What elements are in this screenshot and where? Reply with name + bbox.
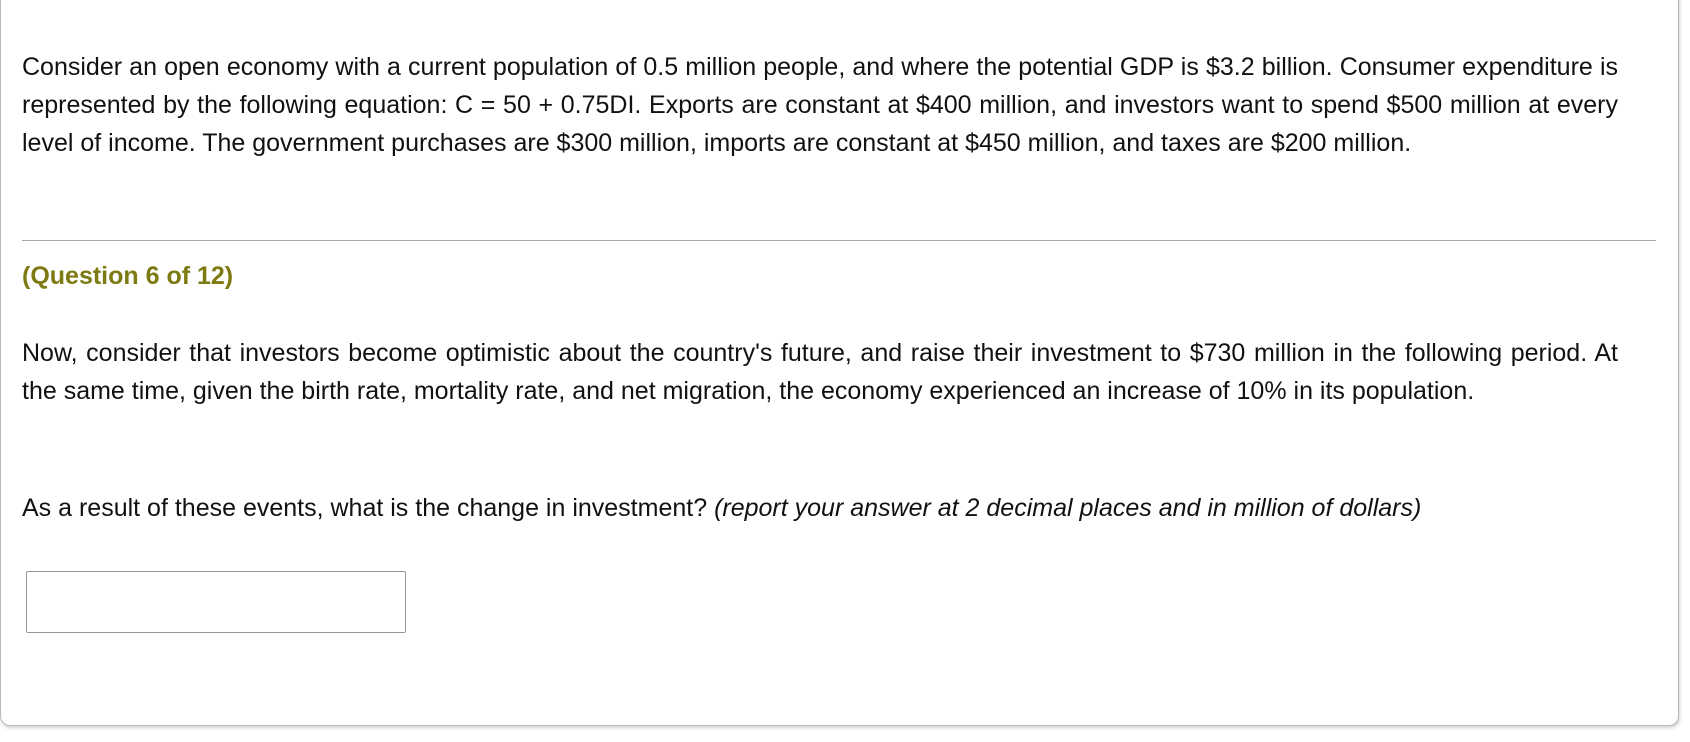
question-number: (Question 6 of 12) (22, 262, 234, 290)
section-divider (22, 240, 1656, 241)
answer-instruction: (report your answer at 2 decimal places and in million of dollars) (714, 494, 1422, 522)
answer-input[interactable] (26, 571, 406, 633)
question-prompt: As a result of these events, what is the change in investment? (22, 494, 715, 522)
scenario-paragraph: Now, consider that investors become optimistic about the country's future, and raise their investment to $730 million in the following period. At the same time, given the birth rate, mortality rate, and net migration, the economy experienced an increase of 10% in its population. (22, 339, 1618, 405)
context-paragraph: Consider an open economy with a current population of 0.5 million people, and where the potential GDP is $3.2 billion. Consumer expenditure is represented by the following equation: C = 50 + 0.75DI. Exports are constant at $400 million, and investors want to spend $500 million at every level of income. The government purchases are $300 million, imports are constant at $450 million, and taxes are $200 million. (22, 53, 1618, 157)
question-text (22, 489, 1421, 527)
